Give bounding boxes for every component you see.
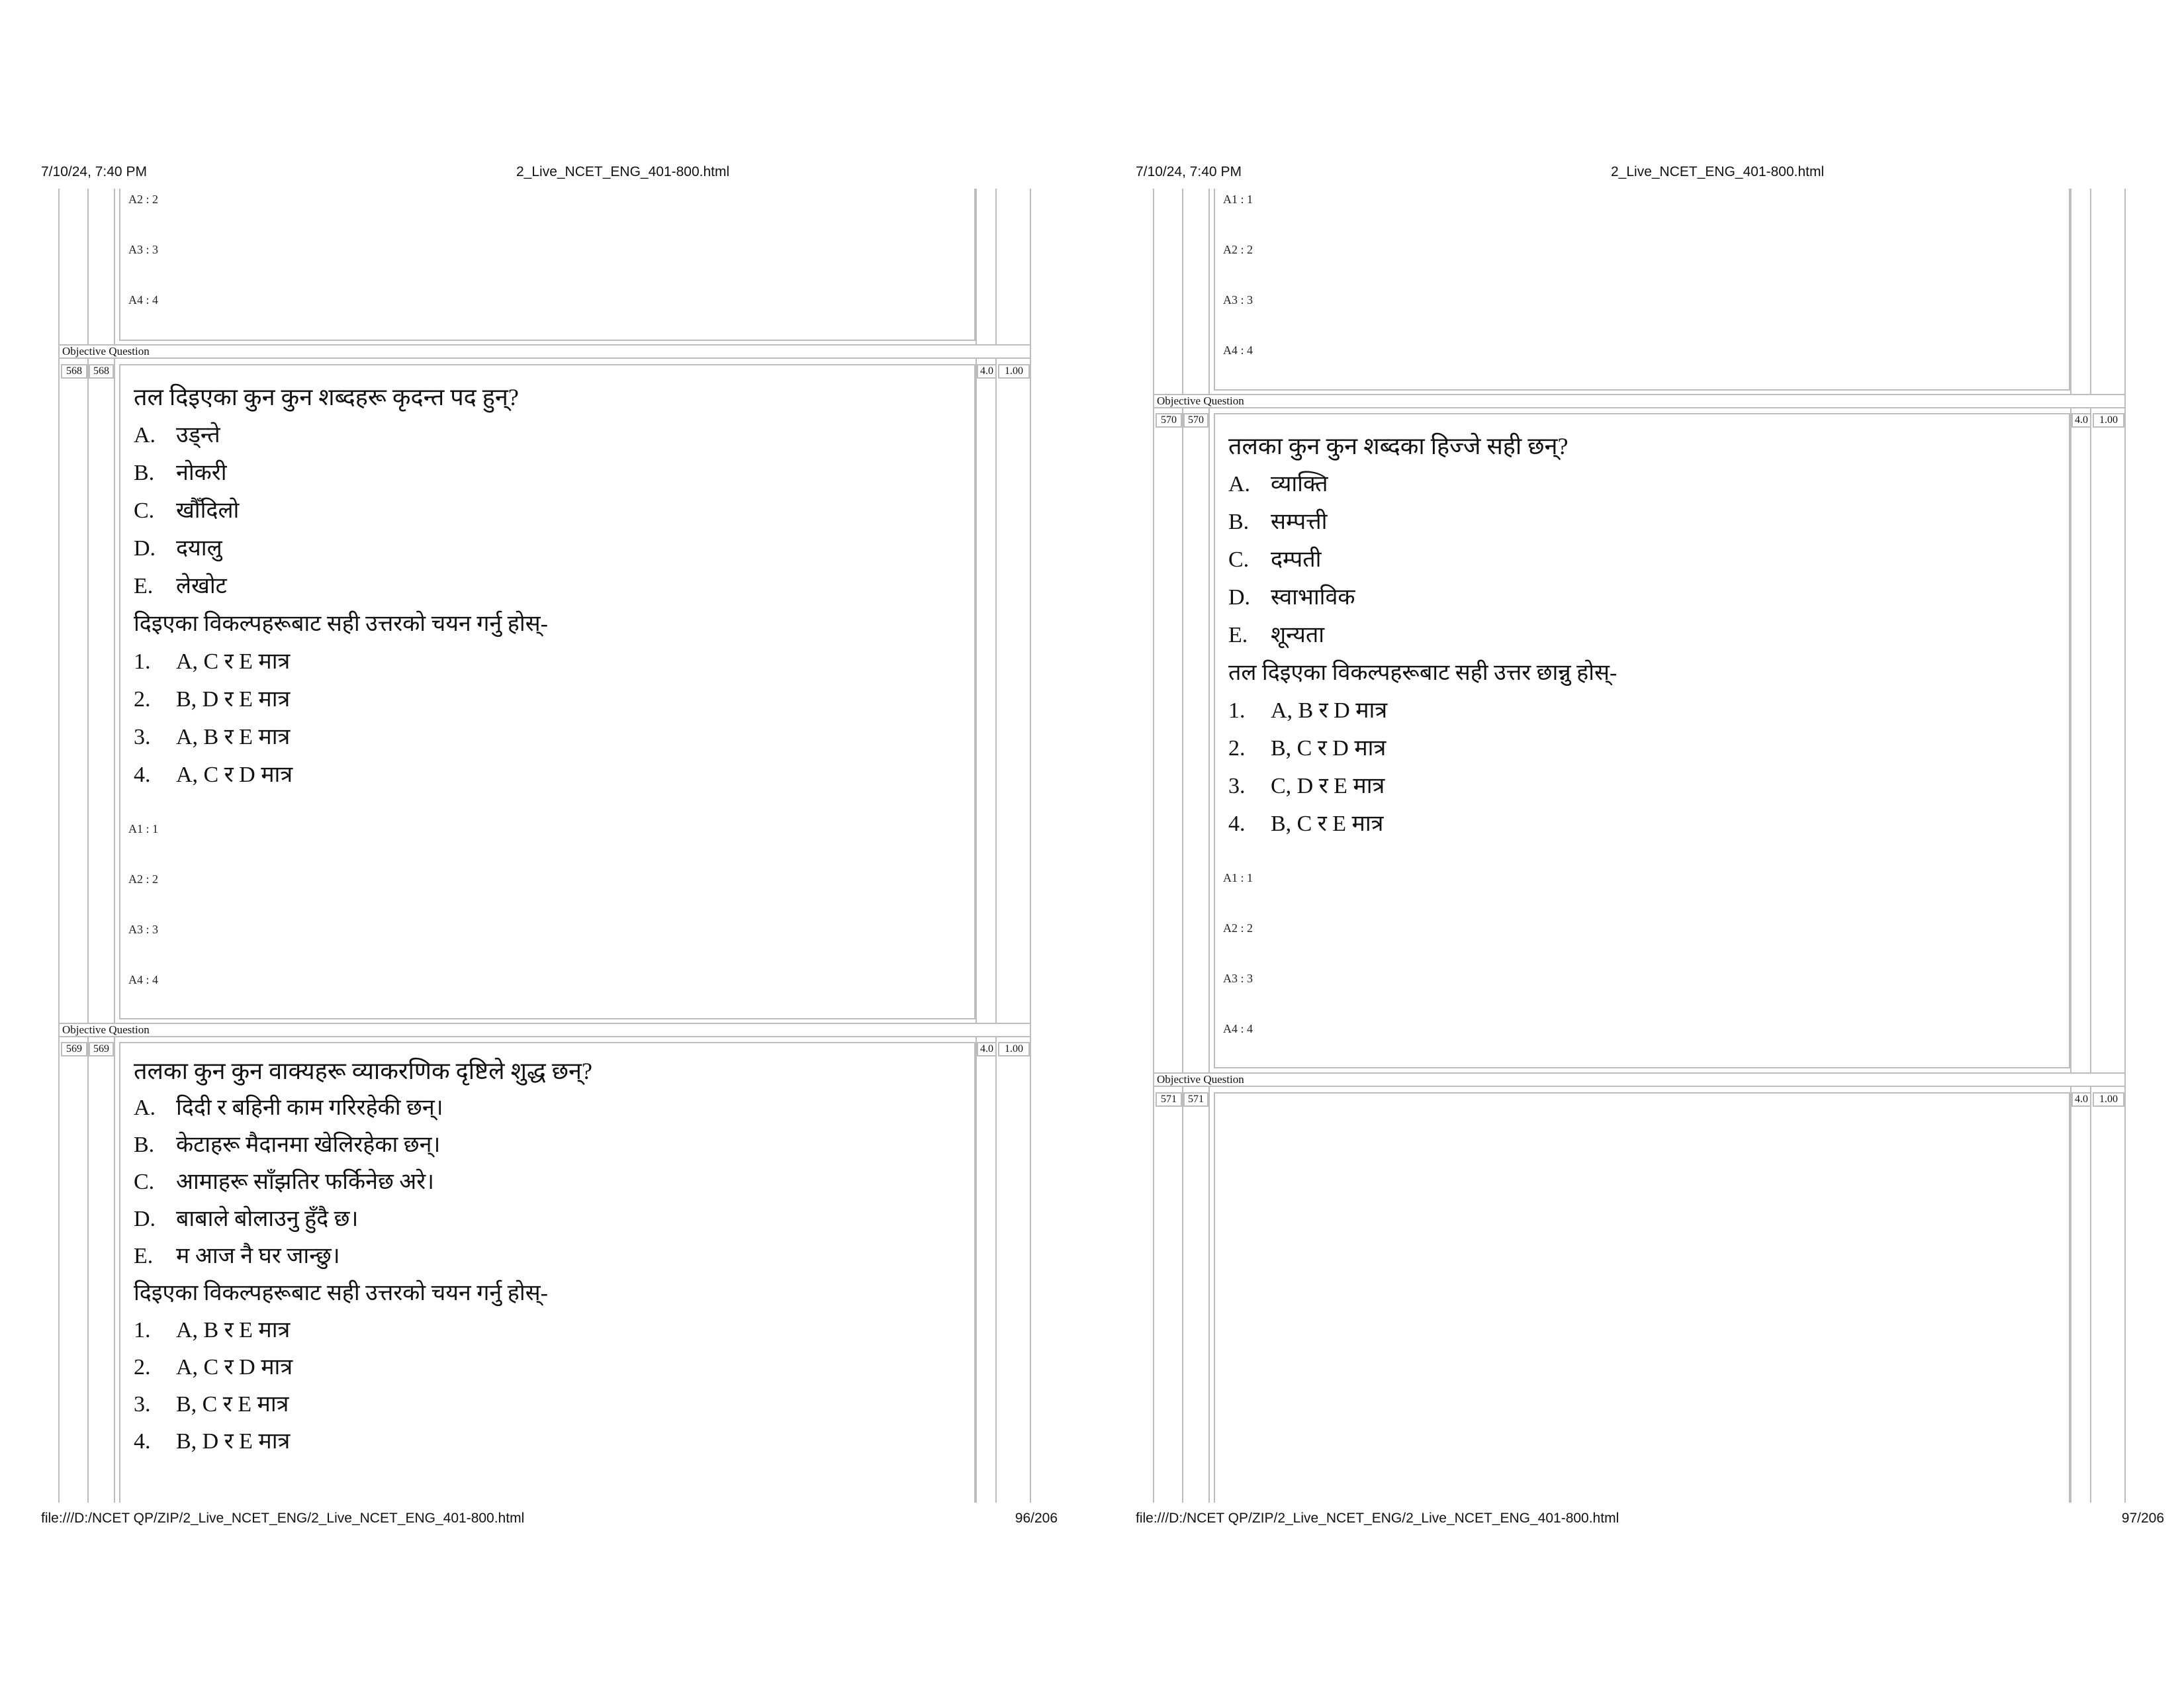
question-id: 569	[89, 1042, 114, 1056]
question-marks: 4.0	[2071, 413, 2091, 428]
answer-option: A4 : 4	[1223, 1022, 1253, 1035]
print-datetime: 7/10/24, 7:40 PM	[41, 164, 147, 179]
print-title: 2_Live_NCET_ENG_401-800.html	[516, 164, 730, 179]
question-negative-marks: 1.00	[2093, 413, 2124, 428]
print-title: 2_Live_NCET_ENG_401-800.html	[1611, 164, 1825, 179]
choice-4: 4. B, D र E मात्र	[134, 1429, 291, 1454]
question-type-label: Objective Question	[58, 344, 1031, 359]
statement-item-c: C. दम्पती	[1228, 547, 1322, 572]
choice-4: 4. A, C र D मात्र	[134, 763, 293, 787]
choice-2: 2. B, D र E मात्र	[134, 687, 291, 712]
choice-1: 1. A, B र D मात्र	[1228, 698, 1388, 723]
question-negative-marks: 1.00	[998, 1042, 1030, 1056]
choice-3: 3. A, B र E मात्र	[134, 725, 291, 749]
question-570-panel	[1214, 413, 2070, 1068]
statement-item-c: C. आमाहरू साँझतिर फर्किनेछ अरे।	[134, 1170, 435, 1194]
question-stem: तलका कुन कुन शब्दका हिज्जे सही छन्?	[1228, 433, 1569, 459]
answer-option: A4 : 4	[128, 293, 158, 306]
statement-item-d: D. स्वाभाविक	[1228, 585, 1355, 610]
print-page-number: 96/206	[1015, 1511, 1058, 1526]
choice-instruction: दिइएका विकल्पहरूबाट सही उत्तरको चयन गर्नु होस्-	[134, 612, 548, 636]
choice-1: 1. A, B र E मात्र	[134, 1318, 291, 1342]
choice-2: 2. A, C र D मात्र	[134, 1355, 293, 1380]
answer-option: A2 : 2	[1223, 243, 1253, 256]
question-569-panel	[119, 1042, 976, 1503]
answer-option: A1 : 1	[1223, 871, 1253, 884]
choice-3: 3. C, D र E मात्र	[1228, 774, 1385, 798]
choice-4: 4. B, C र E मात्र	[1228, 812, 1384, 836]
choice-2: 2. B, C र D मात्र	[1228, 736, 1387, 761]
statement-item-b: B. नोकरी	[134, 461, 227, 485]
question-serial: 570	[1156, 413, 1182, 428]
choice-3: 3. B, C र E मात्र	[134, 1392, 289, 1417]
statement-item-a: A. व्याक्ति	[1228, 472, 1328, 496]
question-id: 570	[1183, 413, 1208, 428]
statement-item-e: E. शून्यता	[1228, 623, 1325, 647]
print-file-path: file:///D:/NCET QP/ZIP/2_Live_NCET_ENG/2_Live_NCET_ENG_401-800.html	[41, 1511, 525, 1526]
answer-option: A3 : 3	[1223, 972, 1253, 985]
question-negative-marks: 1.00	[998, 364, 1030, 379]
statement-item-a: A. दिदी र बहिनी काम गरिरहेकी छन्।	[134, 1096, 443, 1120]
answer-option: A3 : 3	[128, 243, 158, 256]
question-type-label: Objective Question	[1153, 1072, 2126, 1087]
answer-option: A4 : 4	[128, 973, 158, 986]
question-type-label: Objective Question	[1153, 394, 2126, 408]
question-568-panel	[119, 364, 976, 1019]
print-page-number: 97/206	[2121, 1511, 2164, 1526]
page-97	[1092, 0, 2184, 1688]
answer-option: A1 : 1	[1223, 193, 1253, 206]
question-negative-marks: 1.00	[2093, 1092, 2124, 1107]
answer-option: A3 : 3	[1223, 293, 1253, 306]
question-marks: 4.0	[977, 364, 997, 379]
answer-option: A2 : 2	[128, 193, 158, 206]
question-id: 571	[1183, 1092, 1208, 1107]
question-type-label: Objective Question	[58, 1023, 1031, 1037]
print-file-path: file:///D:/NCET QP/ZIP/2_Live_NCET_ENG/2_Live_NCET_ENG_401-800.html	[1136, 1511, 1619, 1526]
answer-option: A2 : 2	[128, 872, 158, 886]
prev-answer-panel	[1214, 189, 2070, 391]
question-571-panel	[1214, 1092, 2070, 1503]
question-id: 568	[89, 364, 114, 379]
statement-item-c: C. खौँदिलो	[134, 498, 240, 523]
answer-option: A4 : 4	[1223, 344, 1253, 357]
choice-1: 1. A, C र E मात्र	[134, 649, 291, 674]
answer-option: A2 : 2	[1223, 921, 1253, 935]
question-stem: तल दिइएका कुन कुन शब्दहरू कृदन्त पद हुन्?	[134, 384, 519, 410]
answer-option: A1 : 1	[128, 822, 158, 835]
question-serial: 569	[61, 1042, 87, 1056]
question-serial: 571	[1156, 1092, 1182, 1107]
question-stem: तलका कुन कुन वाक्यहरू व्याकरणिक दृष्टिले शुद्ध छन्?	[134, 1058, 592, 1084]
question-serial: 568	[61, 364, 87, 379]
statement-item-b: B. केटाहरू मैदानमा खेलिरहेका छन्।	[134, 1133, 441, 1157]
choice-instruction: दिइएका विकल्पहरूबाट सही उत्तरको चयन गर्नु होस्-	[134, 1281, 548, 1305]
answer-option: A3 : 3	[128, 923, 158, 936]
statement-item-e: E. म आज नै घर जान्छु।	[134, 1244, 340, 1268]
statement-item-a: A. उड्न्ते	[134, 423, 220, 447]
statement-item-d: D. दयालु	[134, 536, 222, 561]
statement-item-d: D. बाबाले बोलाउनु हुँदै छ।	[134, 1207, 359, 1231]
question-marks: 4.0	[977, 1042, 997, 1056]
statement-item-b: B. सम्पत्ती	[1228, 510, 1328, 534]
question-marks: 4.0	[2071, 1092, 2091, 1107]
choice-instruction: तल दिइएका विकल्पहरूबाट सही उत्तर छान्नु होस्-	[1228, 661, 1617, 685]
print-datetime: 7/10/24, 7:40 PM	[1136, 164, 1242, 179]
statement-item-e: E. लेखोट	[134, 574, 227, 598]
prev-answer-panel	[119, 189, 976, 341]
